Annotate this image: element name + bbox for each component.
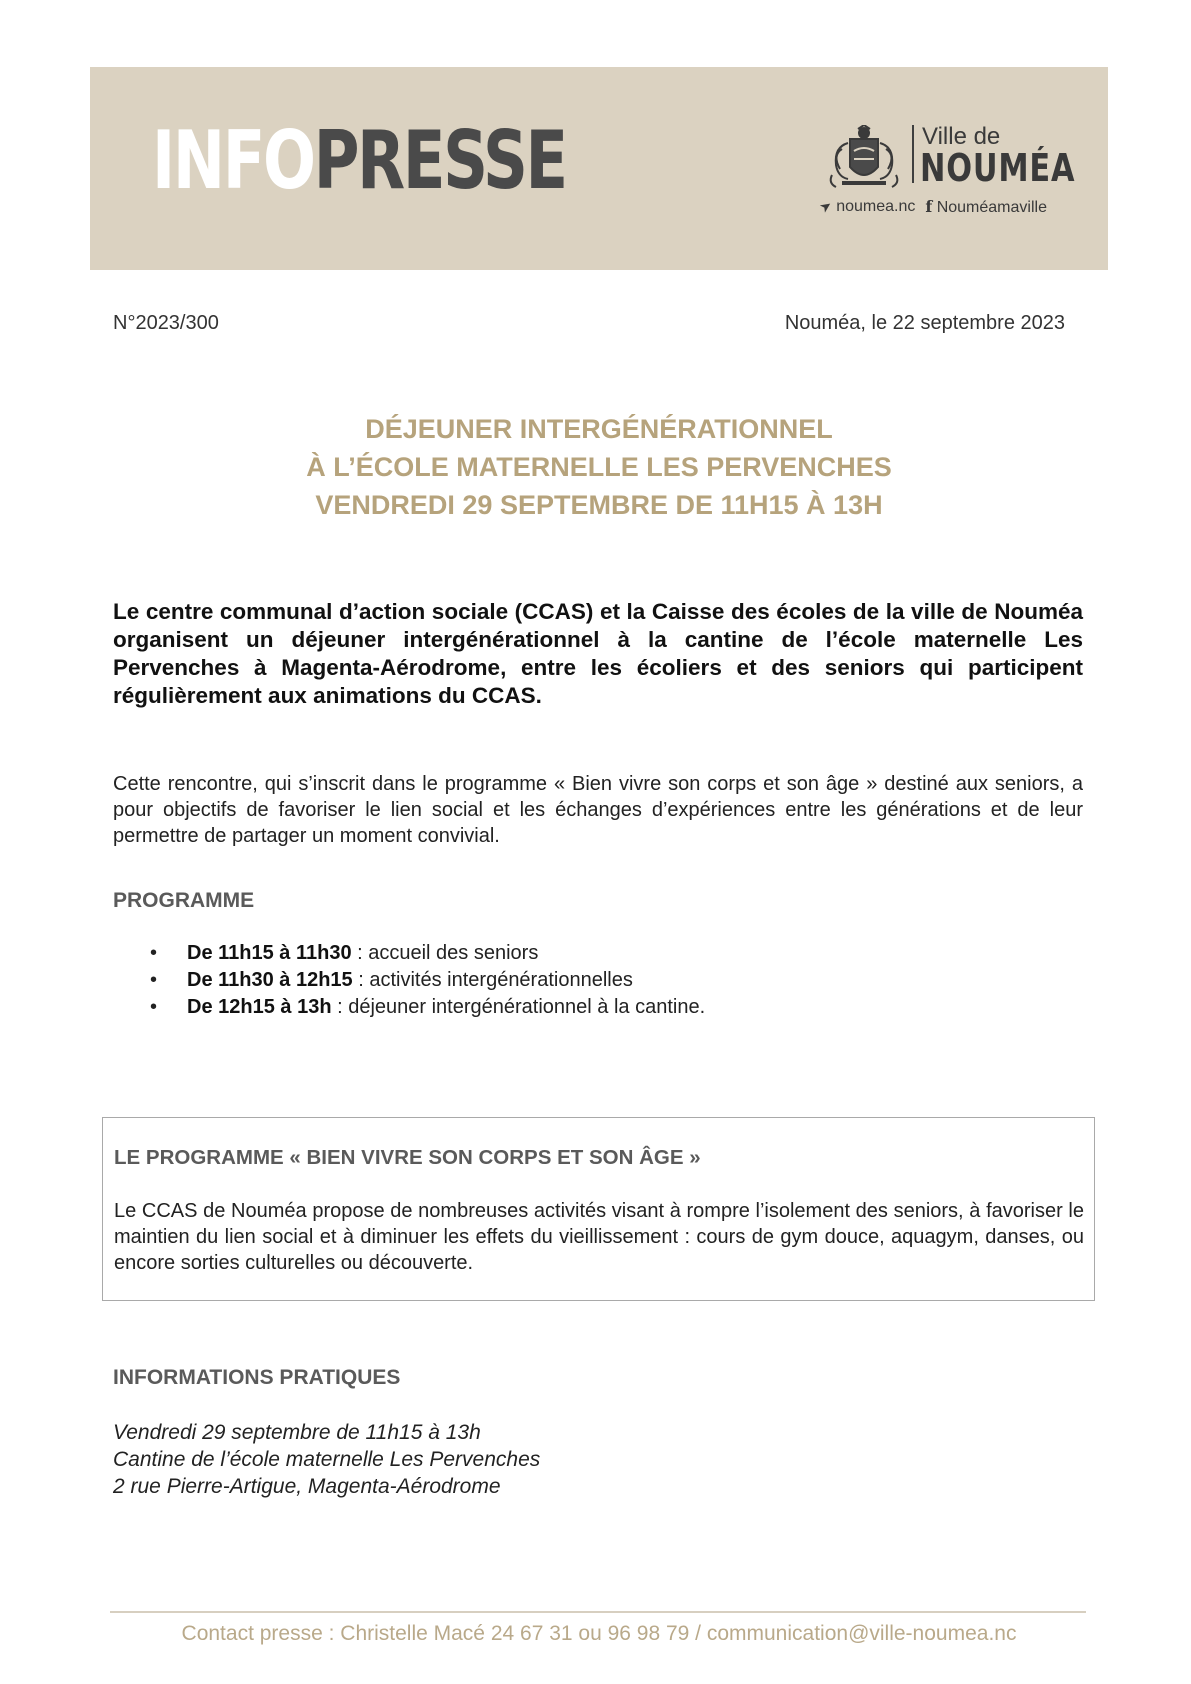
page-title — [90, 410, 1108, 524]
reference-number: N°2023/300 — [113, 312, 219, 334]
facebook-label: Nouméamaville — [936, 199, 1047, 216]
ville-de-noumea-logo — [816, 119, 1076, 219]
coat-of-arms-icon — [820, 125, 908, 195]
bullet-icon: • — [150, 942, 158, 964]
box-text: Le CCAS de Nouméa propose de nombreuses activités visant à rompre l’isolement des seniors, à favoriser le maintien du lien social et à diminuer les effets du vieillissement : cours de gym douce, aquagym, danses, ou encore sorties culturelles ou découverte. — [114, 1200, 1084, 1274]
header-banner — [90, 67, 1108, 270]
practical-info — [113, 1419, 540, 1500]
box-title: LE PROGRAMME « BIEN VIVRE SON CORPS ET SON ÂGE » — [114, 1146, 701, 1169]
item-time: De 11h15 à 11h30 — [187, 942, 352, 964]
item-desc: : accueil des seniors — [351, 942, 539, 964]
footer-divider — [110, 1611, 1086, 1613]
title-line-1: DÉJEUNER INTERGÉNÉRATIONNEL — [365, 414, 833, 444]
info-line-3: 2 rue Pierre-Artigue, Magenta-Aérodrome — [113, 1475, 501, 1498]
info-word: INFO — [152, 114, 314, 207]
arrow-icon: ➤ — [816, 196, 835, 217]
noumea-label: NOUMÉA — [920, 146, 1076, 190]
press-contact: Contact presse : Christelle Macé 24 67 31 ou 96 98 79 / communication@ville-noumea.nc — [181, 1622, 1017, 1645]
publication-date: Nouméa, le 22 septembre 2023 — [784, 312, 1065, 334]
list-item — [150, 967, 705, 994]
ville-de-label: Ville de — [922, 123, 1001, 150]
item-desc: : activités intergénérationnelles — [352, 969, 633, 991]
item-time: De 11h30 à 12h15 — [187, 969, 353, 991]
info-line-1: Vendredi 29 septembre de 11h15 à 13h — [113, 1421, 481, 1444]
facebook-link[interactable] — [925, 197, 1047, 217]
list-item — [150, 940, 705, 967]
bullet-icon: • — [150, 996, 158, 1018]
programme-heading: PROGRAMME — [113, 889, 255, 912]
title-line-2: À L’ÉCOLE MATERNELLE LES PERVENCHES — [306, 452, 892, 482]
title-line-3: VENDREDI 29 SEPTEMBRE DE 11H15 À 13H — [315, 490, 883, 520]
info-line-2: Cantine de l’école maternelle Les Pervenches — [113, 1448, 541, 1471]
logo-links — [816, 196, 1047, 217]
bullet-icon: • — [150, 969, 158, 991]
facebook-icon: f — [925, 197, 933, 216]
item-time: De 12h15 à 13h — [187, 996, 332, 1018]
list-item — [150, 994, 705, 1021]
site-link[interactable] — [816, 196, 916, 217]
item-desc: : déjeuner intergénérationnel à la cantine. — [331, 996, 706, 1018]
programme-list — [150, 940, 705, 1021]
info-heading: INFORMATIONS PRATIQUES — [113, 1366, 401, 1389]
programme-info-box — [102, 1117, 1095, 1301]
site-label: noumea.nc — [836, 198, 916, 215]
presse-word: PRESSE — [313, 114, 566, 207]
logo-divider — [912, 125, 914, 183]
info-presse-title — [152, 114, 566, 207]
lead-paragraph: Le centre communal d’action sociale (CCAS) et la Caisse des écoles de la ville de Nouméa organisent un déjeuner intergénérationnel à la cantine de l’école maternelle Les Pervenches à Magenta-Aérodrome, entre les écoliers et des seniors qui participent régulièrement aux animations du CCAS. — [113, 599, 1083, 708]
body-paragraph: Cette rencontre, qui s’inscrit dans le programme « Bien vivre son corps et son âge » destiné aux seniors, a pour objectifs de favoriser le lien social et les échanges d’expériences entre les générations et de leur permettre de partager un moment convivial. — [113, 773, 1083, 847]
